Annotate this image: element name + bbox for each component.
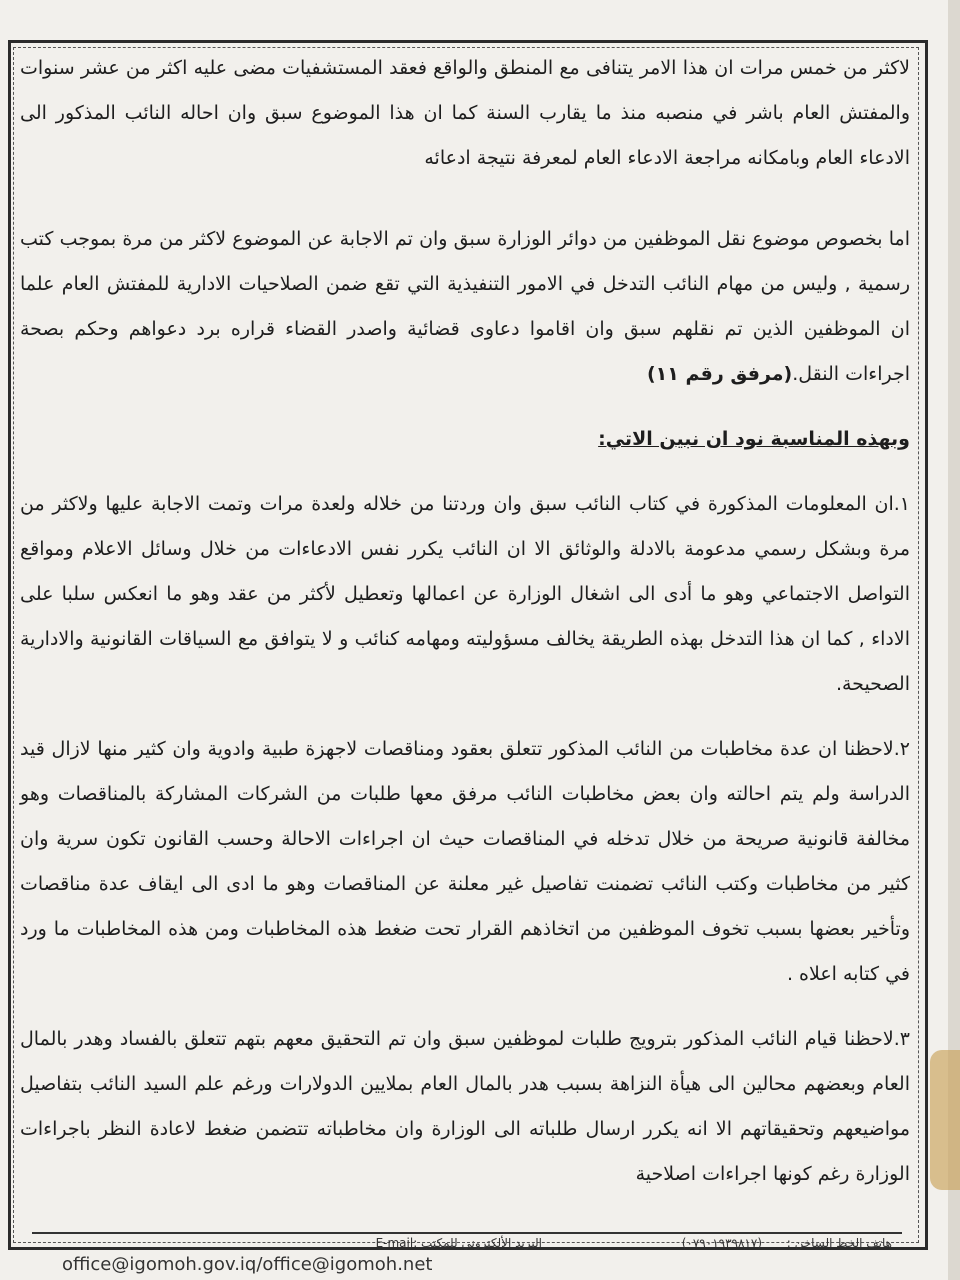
- office-email: office@igomoh.gov.iq/office@igomoh.net: [62, 1254, 433, 1275]
- point-2: ٢.لاحظنا ان عدة مخاطبات من النائب المذكور تتعلق بعقود ومناقصات لاجهزة طبية وادوية وان كثير منها لازال قيد الدراسة ولم يتم احالته وان بعض مخاطبات النائب مرفق معها طلبات من الشركات المشاركة بالمناقصات وهو مخالفة قانونية صريحة من خلال تدخله في المناقصات حيث ان اجراءات الاحالة وحسب القانون تكون سرية وان كثير من مخاطبات وكتب النائب تضمنت تفاصيل غير معلنة عن المناقصات وهو ما ادى الى ايقاف عدة مناقصات وتأخير بعضها بسبب تخوف الموظفين من اتخاذهم القرار تحت ضغط هذه المخاطبات ومن هذه المخاطبات ما ورد في كتابه اعلاه .: [20, 738, 910, 985]
- paragraph-hospitals: لاكثر من خمس مرات ان هذا الامر يتنافى مع المنطق والواقع فعقد المستشفيات مضى عليه اكثر من عشر سنوات والمفتش العام باشر في منصبه منذ ما يقارب السنة كما ان هذا الموضوع سبق وان احاله النائب المذكور الى الادعاء العام وبامكانه مراجعة الادعاء العام لمعرفة نتيجة ادعائه: [20, 57, 910, 169]
- paragraph-transfers-text: اما بخصوص موضوع نقل الموظفين من دوائر الوزارة سبق وان تم الاجابة عن الموضوع لاكثر من مرة بموجب كتب رسمية , وليس من مهام النائب التدخل في الامور التنفيذية التي تقع ضمن الصلاحيات الادارية للمفتش العام علما ان الموظفين الذين تم نقلهم سبق وان اقاموا دعاوى قضائية واصدر القضاء قراره برد دعواهم وحكم بصحة اجراءات النقل.: [20, 228, 910, 385]
- edge-decoration: [930, 1050, 960, 1190]
- email-label: البريد الألكتروني للمكتب :E-mail: [375, 1236, 542, 1250]
- attachment-reference: (مرفق رقم ١١): [646, 363, 793, 385]
- footer-divider: [32, 1232, 902, 1234]
- letterhead-footer: [22, 1232, 902, 1275]
- point-3: ٣.لاحظنا قيام النائب المذكور بترويج طلبات لموظفين سبق وان تم التحقيق معهم بتهم تتعلق بالفساد وهدر بالمال العام وبعضهم محالين الى هيأة النزاهة بسبب هدر بالمال العام بملايين الدولارات ورغم علم السيد النائب بتفاصيل مواضيعهم وتحقيقاتهم الا انه يكرر ارسال طلباته الى الوزارة وان مخاطباته تتضمن ضغط لاعادة النظر باجراءات الوزارة رغم كونها اجراءات اصلاحية: [20, 1028, 910, 1185]
- point-1: ١.ان المعلومات المذكورة في كتاب النائب سبق وان وردتنا من خلاله ولعدة مرات وتمت الاجابة عليها ولاكثر من مرة وبشكل رسمي مدعومة بالادلة والوثائق الا ان النائب يكرر نفس الادعاءات من خلال وسائل الاعلام ومواقع التواصل الاجتماعي وهو ما أدى الى اشغال الوزارة عن اعمالها وتعطيل لأكثر من عقد وهو ما انعكس سلبا على الاداء , كما ان هذا التدخل بهذه الطريقة يخالف مسؤوليته ومهامه كنائب و لا يتوافق مع السياقات القانونية والادارية الصحيحة.: [20, 493, 910, 695]
- hotline-label: هاتف الخط الساخن :: [786, 1236, 892, 1250]
- letter-body: [20, 46, 910, 1197]
- hotline-number: (٠٧٩٠١٩٣٩٨١٧): [681, 1236, 762, 1250]
- paragraph-transfers: [20, 217, 910, 397]
- section-heading: وبهذه المناسبة نود ان نبين الاتي:: [598, 428, 910, 450]
